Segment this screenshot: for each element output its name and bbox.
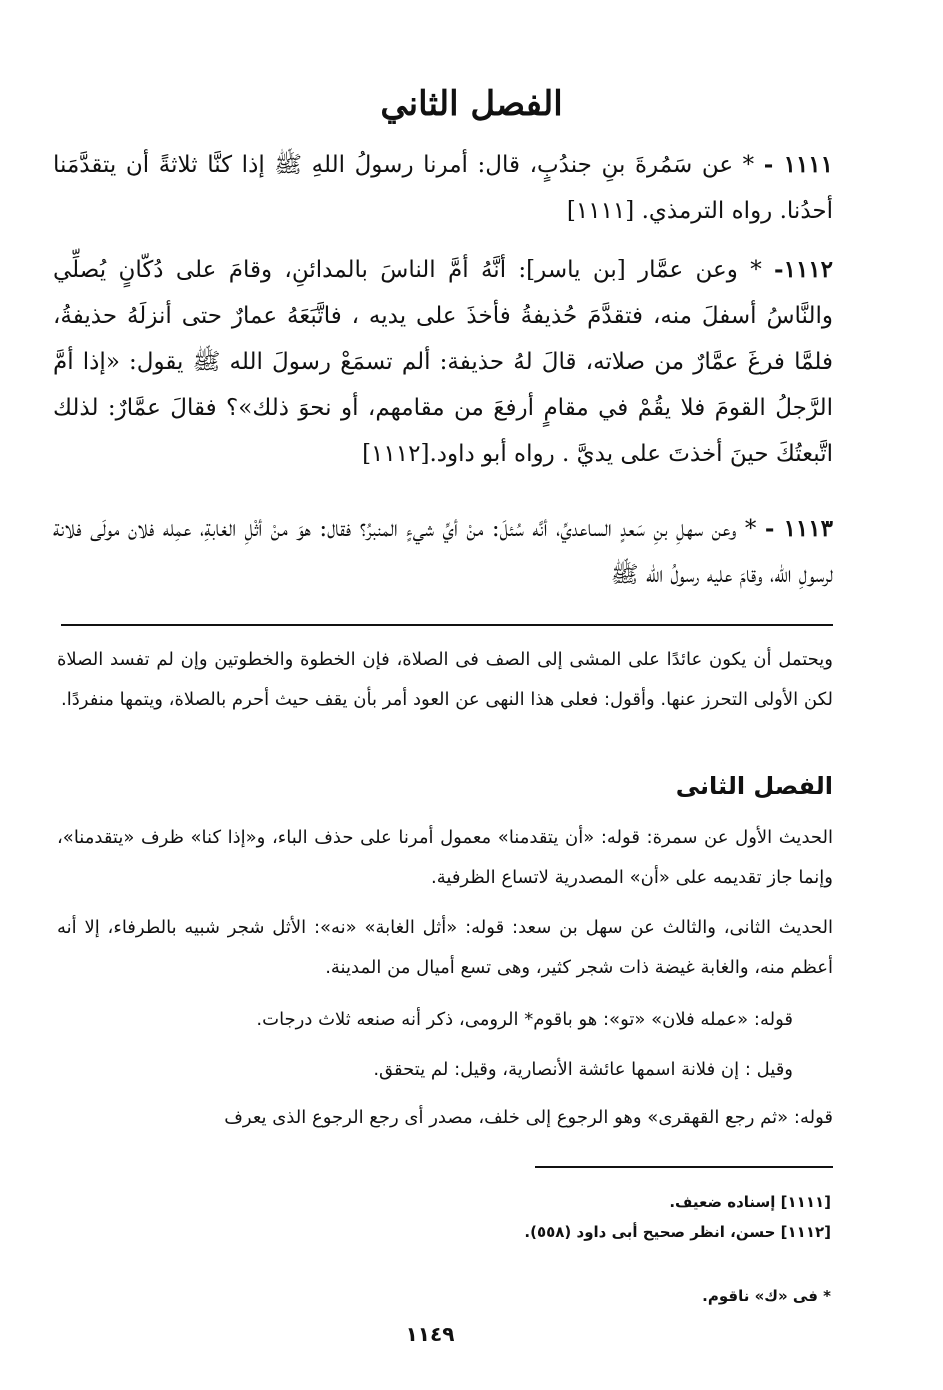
footnote: [١١١١] إسناده ضعيف. <box>669 1193 831 1211</box>
commentary-paragraph: الحديث الثانى، والثالث عن سهل بن سعد: قوله: «أثل الغابة» «نه»: الأثل شجر شبيه بالطرفاء، إلا أنه أعظم منه، والغابة غيضة ذات شجر كثير، وهى تسع أميال من المدينة. <box>57 917 833 978</box>
commentary-paragraph: وقيل : إن فلانة اسمها عائشة الأنصارية، وقيل: لم يتحقق. <box>373 1059 793 1080</box>
hadith-1111 <box>53 142 833 234</box>
commentary-continuation: ويحتمل أن يكون عائدًا على المشى إلى الصف فى الصلاة، فإن الخطوة والخطوتين وإن لم تفسد الصلاة لكن الأولى التحرز عنها. وأقول: فعلى هذا النهى عن العود أمر بأن يقف حيث أحرم بالصلاة، ويتمها منفردًا. <box>57 649 833 710</box>
commentary-section-title: الفصل الثانى <box>675 772 833 800</box>
hadith-number: ١١١١ - <box>763 151 834 178</box>
marginal-note: * فى «ك» ناقوم. <box>702 1287 831 1305</box>
commentary-divider <box>61 624 833 626</box>
chapter-title: الفصل الثاني <box>380 84 563 124</box>
commentary-paragraph: قوله: «ثم رجع القهقرى» وهو الرجوع إلى خلف، مصدر أى رجع الرجوع الذى يعرف <box>224 1107 833 1128</box>
hadith-number: ١١١٣ - <box>764 515 833 542</box>
commentary-paragraph: قوله: «عمله فلان» «تو»: هو باقوم* الرومى، ذكر أنه صنعه ثلاث درجات. <box>256 1009 793 1030</box>
hadith-number: ١١١٢- <box>774 256 834 283</box>
hadith-1112 <box>53 247 833 477</box>
hadith-text: * وعن عمَّار [بن ياسر]: أنَّهُ أمَّ الناسَ بالمدائنِ، وقامَ على دُكّانٍ يُصلِّي والنَّاسُ أسفلَ منه، فتقدَّمَ حُذيفةُ فأخذَ على يديه ، فاتَّبَعَهُ عمارٌ حتى أنزلَهُ حذيفةُ، فلمَّا فرغَ عمَّارٌ من صلاته، قالَ لهُ حذيفة: ألم تسمَعْ رسولَ الله ﷺ يقول: «إذا أمَّ الرَّجلُ القومَ فلا يقُمْ في مقامٍ أرفعَ من مقامهم، أو نحوَ ذلك»؟ فقالَ عمَّارٌ: لذلك اتَّبعتُكَ حينَ أخذتَ على يديَّ . رواه أبو داود.[١١١٢] <box>53 257 833 467</box>
hadith-text: * وعن سهلِ بنِ سَعدٍ الساعديِّ، أنَّه سُئلَ: منْ أيِّ شيءٍ المنبرُ؟ فقال: هوَ منْ أثْلِ الغابةِ، عمِله فلان مولَى فلانة لرسولِ الله، وقامَ عليه رسولُ الله ﷺ <box>53 516 833 588</box>
commentary-paragraph: الحديث الأول عن سمرة: قوله: «أن يتقدمنا» معمول أمرنا على حذف الباء، و«إذا كنا» ظرف «يتقدمنا»، وإنما جاز تقديمه على «أن» المصدرية لاتساع الظرفية. <box>57 827 833 888</box>
footnote-divider <box>535 1166 833 1168</box>
footnote: [١١١٢] حسن، انظر صحيح أبى داود (٥٥٨). <box>524 1223 831 1241</box>
hadith-1113 <box>53 506 833 598</box>
page-number: ١١٤٩ <box>405 1322 455 1346</box>
hadith-text: * عن سَمُرةَ بنِ جندُبٍ، قال: أمرنا رسولُ اللهِ ﷺ إذا كنَّا ثلاثةً أن يتقدَّمَنا أحدُنا. رواه الترمذي. [١١١١] <box>53 152 833 224</box>
